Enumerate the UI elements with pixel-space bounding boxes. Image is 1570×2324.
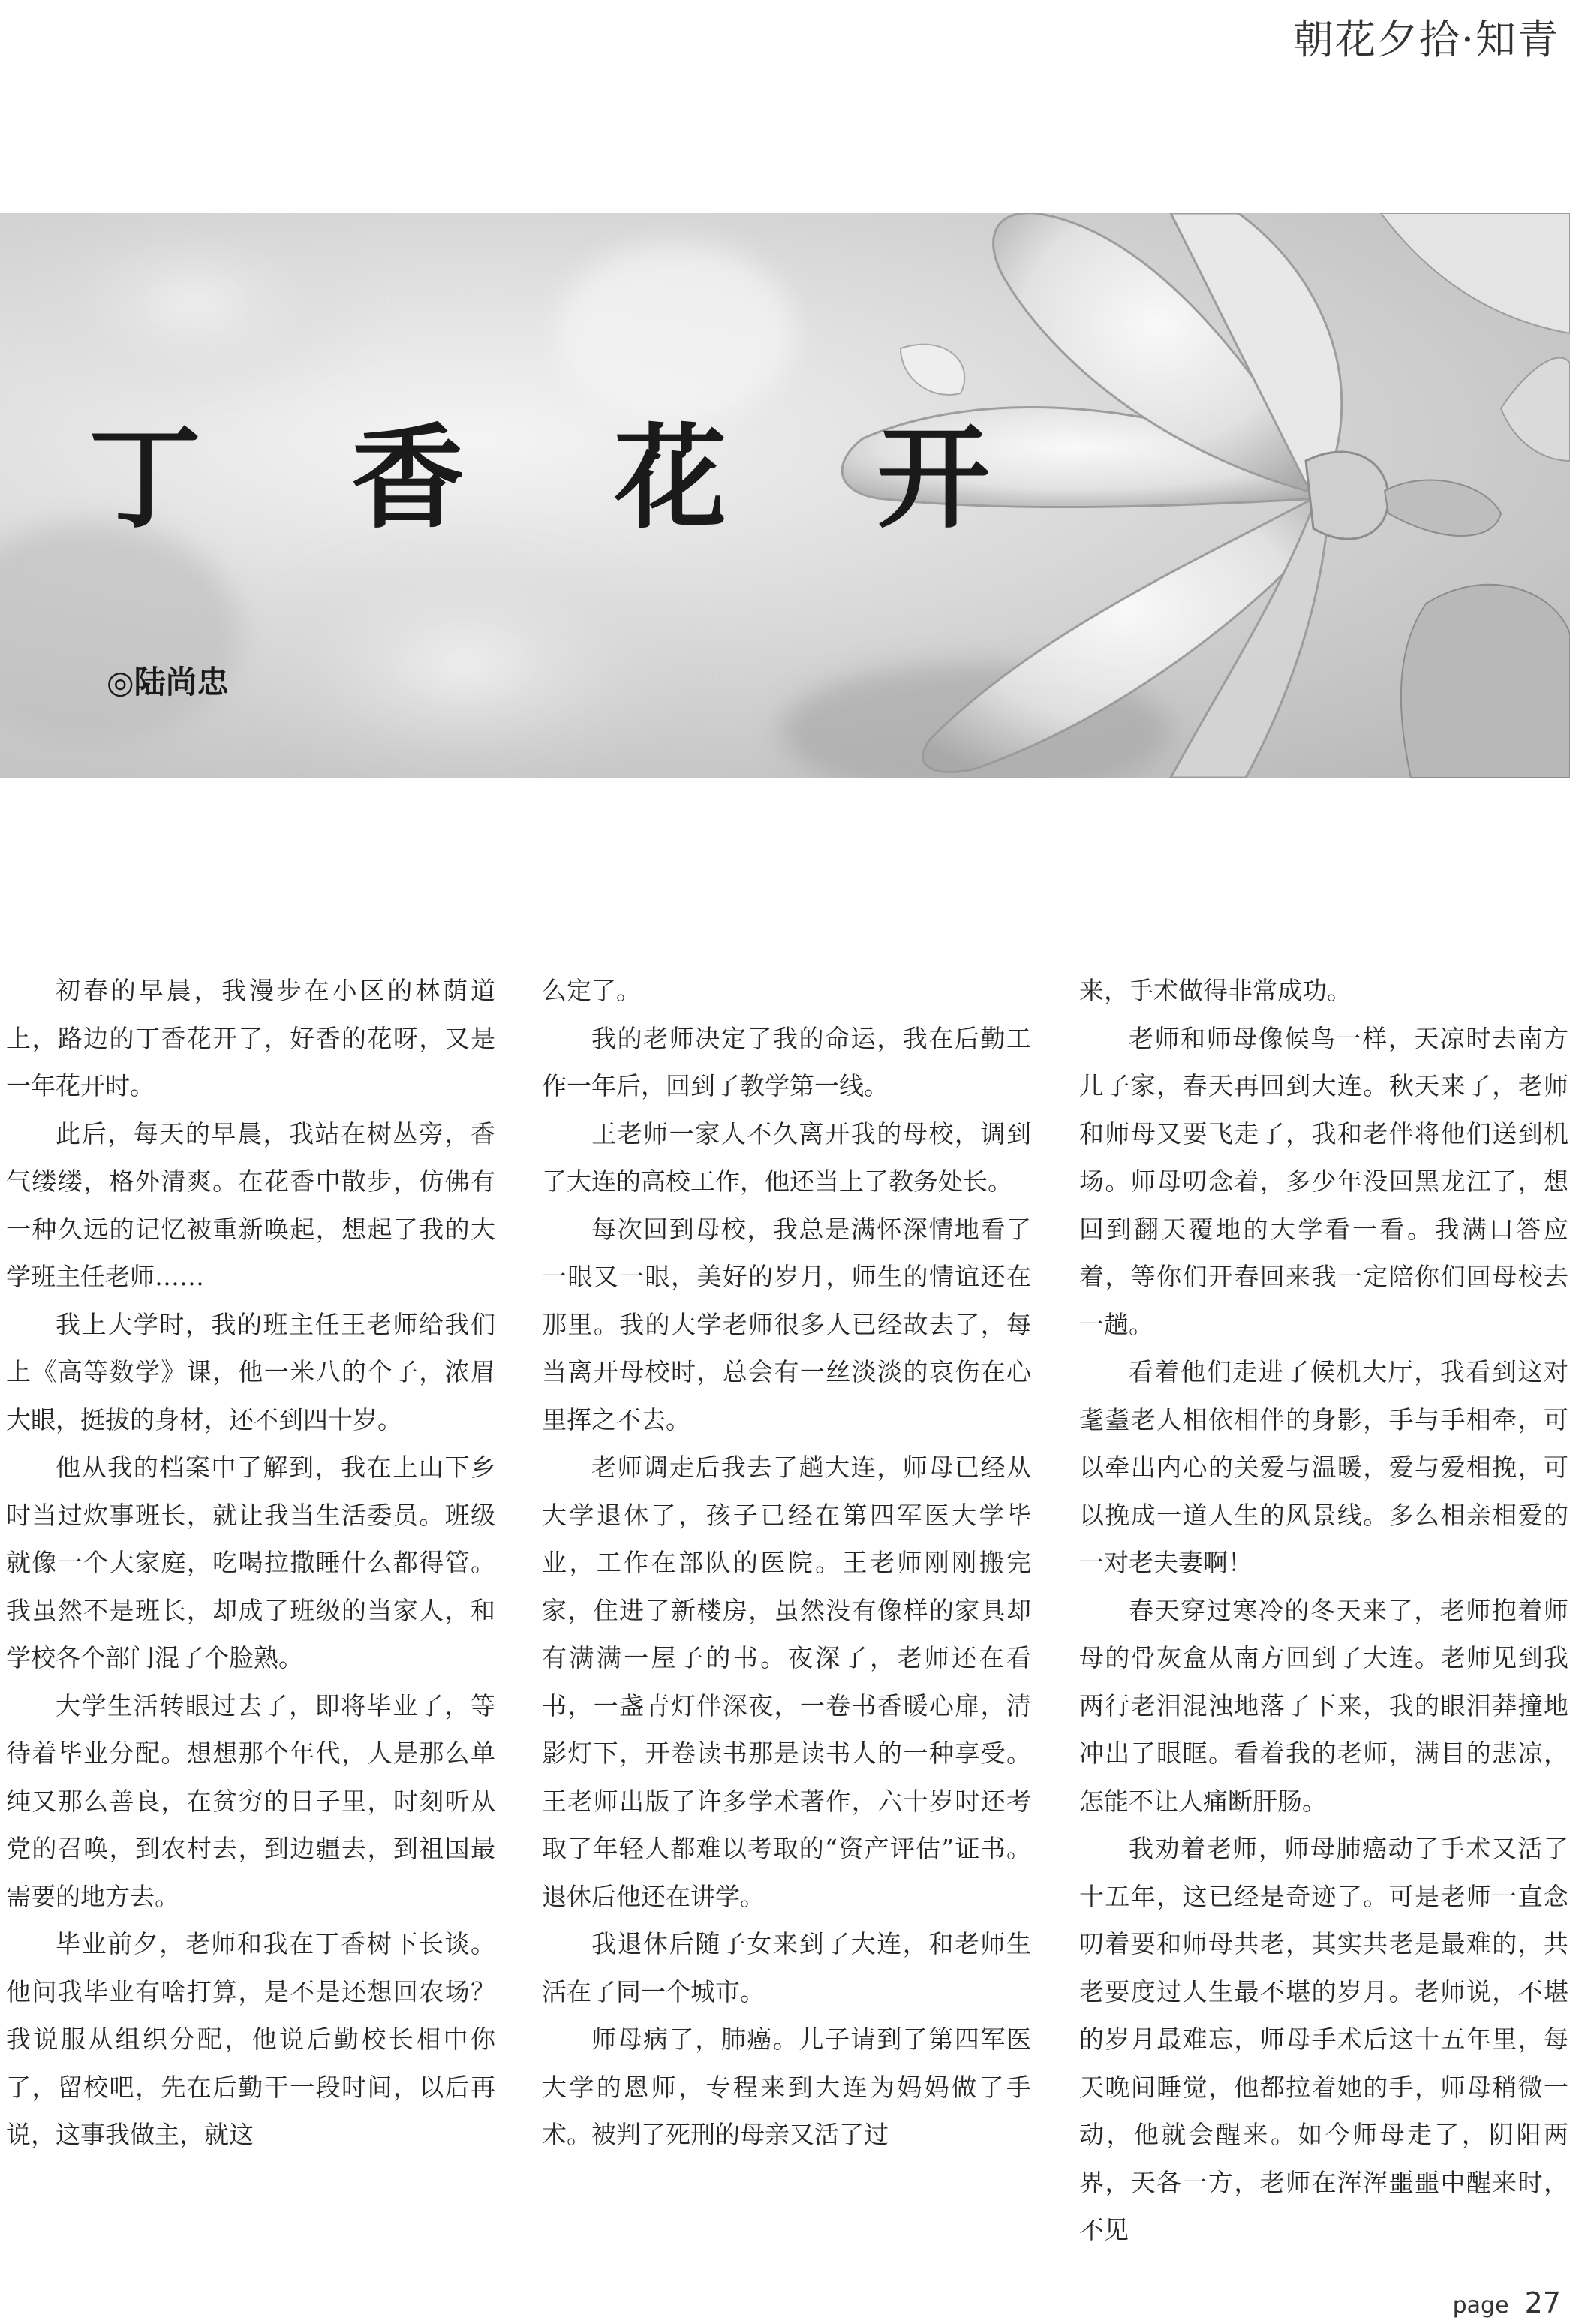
article-column-2 xyxy=(542,967,1031,2159)
page-footer xyxy=(1453,2286,1561,2319)
article-title: 丁 香 花 开 xyxy=(89,414,1045,544)
article-paragraph: 我上大学时，我的班主任王老师给我们上《高等数学》课，他一米八的个子，浓眉大眼，挺拔的身材，还不到四十岁。 xyxy=(6,1309,495,1434)
article-paragraph: 看着他们走进了候机大厅，我看到这对耄耋老人相依相伴的身影，手与手相牵，可以牵出内心的关爱与温暖，爱与爱相挽，可以挽成一道人生的风景线。多么相亲相爱的一对老夫妻啊！ xyxy=(1079,1357,1568,1577)
article-paragraph: 初春的早晨，我漫步在小区的林荫道上，路边的丁香花开了，好香的花呀，又是一年花开时。 xyxy=(6,976,495,1100)
article-paragraph: 大学生活转眼过去了，即将毕业了，等待着毕业分配。想想那个年代，人是那么单纯又那么善良，在贫穷的日子里，时刻听从党的召唤，到农村去，到边疆去，到祖国最需要的地方去。 xyxy=(6,1690,495,1911)
article-paragraph: 春天穿过寒冷的冬天来了，老师抱着师母的骨灰盒从南方回到了大连。老师见到我两行老泪混浊地落了下来，我的眼泪莽撞地冲出了眼眶。看着我的老师，满目的悲凉，怎能不让人痛断肝肠。 xyxy=(1079,1595,1568,1816)
article-column-3 xyxy=(1079,967,1568,2254)
article-paragraph: 老师和师母像候鸟一样，天凉时去南方儿子家，春天再回到大连。秋天来了，老师和师母又要飞走了，我和老伴将他们送到机场。师母叨念着，多少年没回黑龙江了，想回到翻天覆地的大学看一看。我满口答应着，等你们开春回来我一定陪你们回母校去一趟。 xyxy=(1079,1023,1568,1339)
article-paragraph: 王老师一家人不久离开我的母校，调到了大连的高校工作，他还当上了教务处长。 xyxy=(542,1118,1031,1196)
article-column-1 xyxy=(6,967,495,2159)
article-paragraph: 每次回到母校，我总是满怀深情地看了一眼又一眼，美好的岁月，师生的情谊还在那里。我的大学老师很多人已经故去了，每当离开母校时，总会有一丝淡淡的哀伤在心里挥之不去。 xyxy=(542,1214,1031,1434)
article-paragraph: 毕业前夕，老师和我在丁香树下长谈。他问我毕业有啥打算，是不是还想回农场？我说服从组织分配，他说后勤校长相中你了，留校吧，先在后勤干一段时间，以后再说，这事我做主，就这 xyxy=(6,1929,495,2149)
article-paragraph: 我劝着老师，师母肺癌动了手术又活了十五年，这已经是奇迹了。可是老师一直念叨着要和师母共老，其实共老是最难的，共老要度过人生最不堪的岁月。老师说，不堪的岁月最难忘，师母手术后这十五年里，每天晚间睡觉，他都拉着她的手，师母稍微一动，他就会醒来。如今师母走了，阴阳两界，天各一方，老师在浑浑噩噩中醒来时，不见 xyxy=(1079,1834,1568,2244)
article-paragraph: 老师调走后我去了趟大连，师母已经从大学退休了，孩子已经在第四军医大学毕业，工作在部队的医院。王老师刚刚搬完家，住进了新楼房，虽然没有像样的家具却有满满一屋子的书。夜深了，老师还在看书，一盏青灯伴深夜，一卷书香暖心扉，清影灯下，开卷读书那是读书人的一种享受。王老师出版了许多学术著作，六十岁时还考取了年轻人都难以考取的“资产评估”证书。退休后他还在讲学。 xyxy=(542,1452,1031,1911)
section-header: 朝花夕拾·知青 xyxy=(1292,16,1559,63)
article-author: ◎陆尚忠 xyxy=(107,664,229,700)
article-paragraph: 来，手术做得非常成功。 xyxy=(1079,976,1352,1005)
hero-banner xyxy=(0,213,1570,778)
page-label: page xyxy=(1452,2292,1509,2319)
article-paragraph: 师母病了，肺癌。儿子请到了第四军医大学的恩师，专程来到大连为妈妈做了手术。被判了死刑的母亲又活了过 xyxy=(542,2024,1031,2149)
article-paragraph: 我退休后随子女来到了大连，和老师生活在了同一个城市。 xyxy=(542,1929,1031,2006)
article-paragraph: 他从我的档案中了解到，我在上山下乡时当过炊事班长，就让我当生活委员。班级就像一个大家庭，吃喝拉撒睡什么都得管。我虽然不是班长，却成了班级的当家人，和学校各个部门混了个脸熟。 xyxy=(6,1452,495,1672)
article-paragraph: 此后，每天的早晨，我站在树丛旁，香气缕缕，格外清爽。在花香中散步，仿佛有一种久远的记忆被重新唤起，想起了我的大学班主任老师…… xyxy=(6,1118,495,1291)
page-number: 27 xyxy=(1524,2286,1561,2319)
article-paragraph: 我的老师决定了我的命运，我在后勤工作一年后，回到了教学第一线。 xyxy=(542,1023,1031,1100)
article-paragraph: 么定了。 xyxy=(542,976,641,1005)
